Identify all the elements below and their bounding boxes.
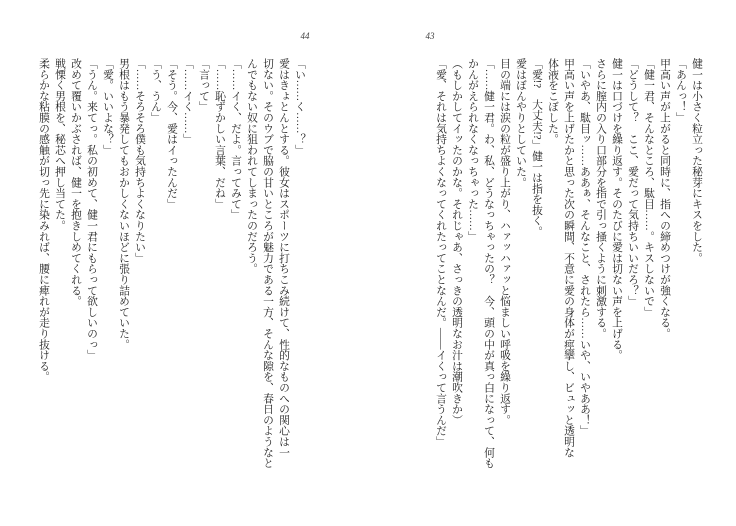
text-line: 男根はもう暴発してもおかしくないほどに張り詰めていた。 <box>118 58 130 350</box>
text-line: 「健一君、そんなところ、駄目……。キスしないで」 <box>643 58 655 318</box>
text-line: 「あんっ！」 <box>675 58 687 123</box>
text-line: 目の端には涙の粒が盛り上がり、ハァッハァッと悩ましい呼吸を繰り返す。 <box>499 58 511 426</box>
text-line: 柔らかな粘膜の感触が切っ先に染みれば、腰に痺れが走り抜ける。 <box>38 58 50 382</box>
text-line: 「……イく……」 <box>182 58 194 145</box>
text-line: 健一は口づけを繰り返す。そのたびに愛は切ない声を上げる。 <box>611 58 623 361</box>
text-line: 愛はきょとんとする。彼女はスポーツに打ちこみ続けて、性的なものへの関心は一 <box>278 58 290 458</box>
text-line: 体液をこぼした。 <box>547 58 559 145</box>
text-line: 「う、うん」 <box>150 58 162 123</box>
right-page-text <box>433 58 705 472</box>
text-line: 「愛。いいよな？」 <box>102 58 114 156</box>
text-line: 「……恥ずかしい言葉、だね」 <box>214 58 226 210</box>
text-line: 改めて覆いかぶされば、健一を抱きしめてくれる。 <box>70 58 82 307</box>
text-line: 「……イく、だよ。言ってみて」 <box>230 58 242 220</box>
text-line: 甲高い声が上がると同時に、指への締めつけが強くなる。 <box>659 58 671 339</box>
text-line: 「うん。来てっ。私の初めて、健一君にもらって欲しいのっ」 <box>86 58 98 361</box>
text-line: 「……健一君。わ、私、どうなっちゃったの？ 今、頭の中が真っ白になって、何も <box>483 58 495 469</box>
text-line: 戦慄く男根を、秘芯へ押し当てた。 <box>54 58 66 231</box>
text-line: （もしかしてイッたのかな。それじゃあ、さっきの透明なお汁は潮吹きか） <box>451 58 463 426</box>
text-line: 「愛、それは気持ちよくなってくれたってことなんだ。――イくって言うんだ」 <box>435 58 447 447</box>
page-number-left: 44 <box>300 31 310 41</box>
text-line: 甲高い声を上げたかと思った次の瞬間、不意に愛の身体が痙攣し、ビュッと透明な <box>563 58 575 458</box>
text-line: 「言って」 <box>198 58 210 112</box>
text-line: 愛はぼんやりとしていた。 <box>515 58 527 188</box>
text-line: 「いやあ、駄目ッ……ああぁ、そんなこと、されたら……いや、いやああ！」 <box>579 58 591 436</box>
page-number-right: 43 <box>425 31 435 41</box>
text-line: んでもない奴に狙われてしまったのだろう。 <box>246 58 258 274</box>
text-line: 「い……く……？」 <box>294 58 306 156</box>
text-line: かんがえられなくなっちゃった……」 <box>467 58 479 242</box>
text-line: 「愛!? 大丈夫!?」健一は指を抜く。 <box>531 58 543 237</box>
text-line: 「……そろそろ僕も気持ちよくなりたい」 <box>134 58 146 264</box>
text-line: 「そう。今、愛はイったんだ」 <box>166 58 178 210</box>
text-line: 「どうして？ ここ、愛だって気持ちいいだろ？」 <box>627 58 639 307</box>
text-line: さらに膣内の入り口部分を指で引っ掻くように刺激する。 <box>595 58 607 339</box>
left-page-text <box>36 58 308 472</box>
text-line: 切ない。そのウブで脇の甘いところが魅力である一方、そんな隙を、春日のようなと <box>262 58 274 469</box>
text-line: 健一は小さく粒立った秘芽にキスをした。 <box>691 58 703 264</box>
